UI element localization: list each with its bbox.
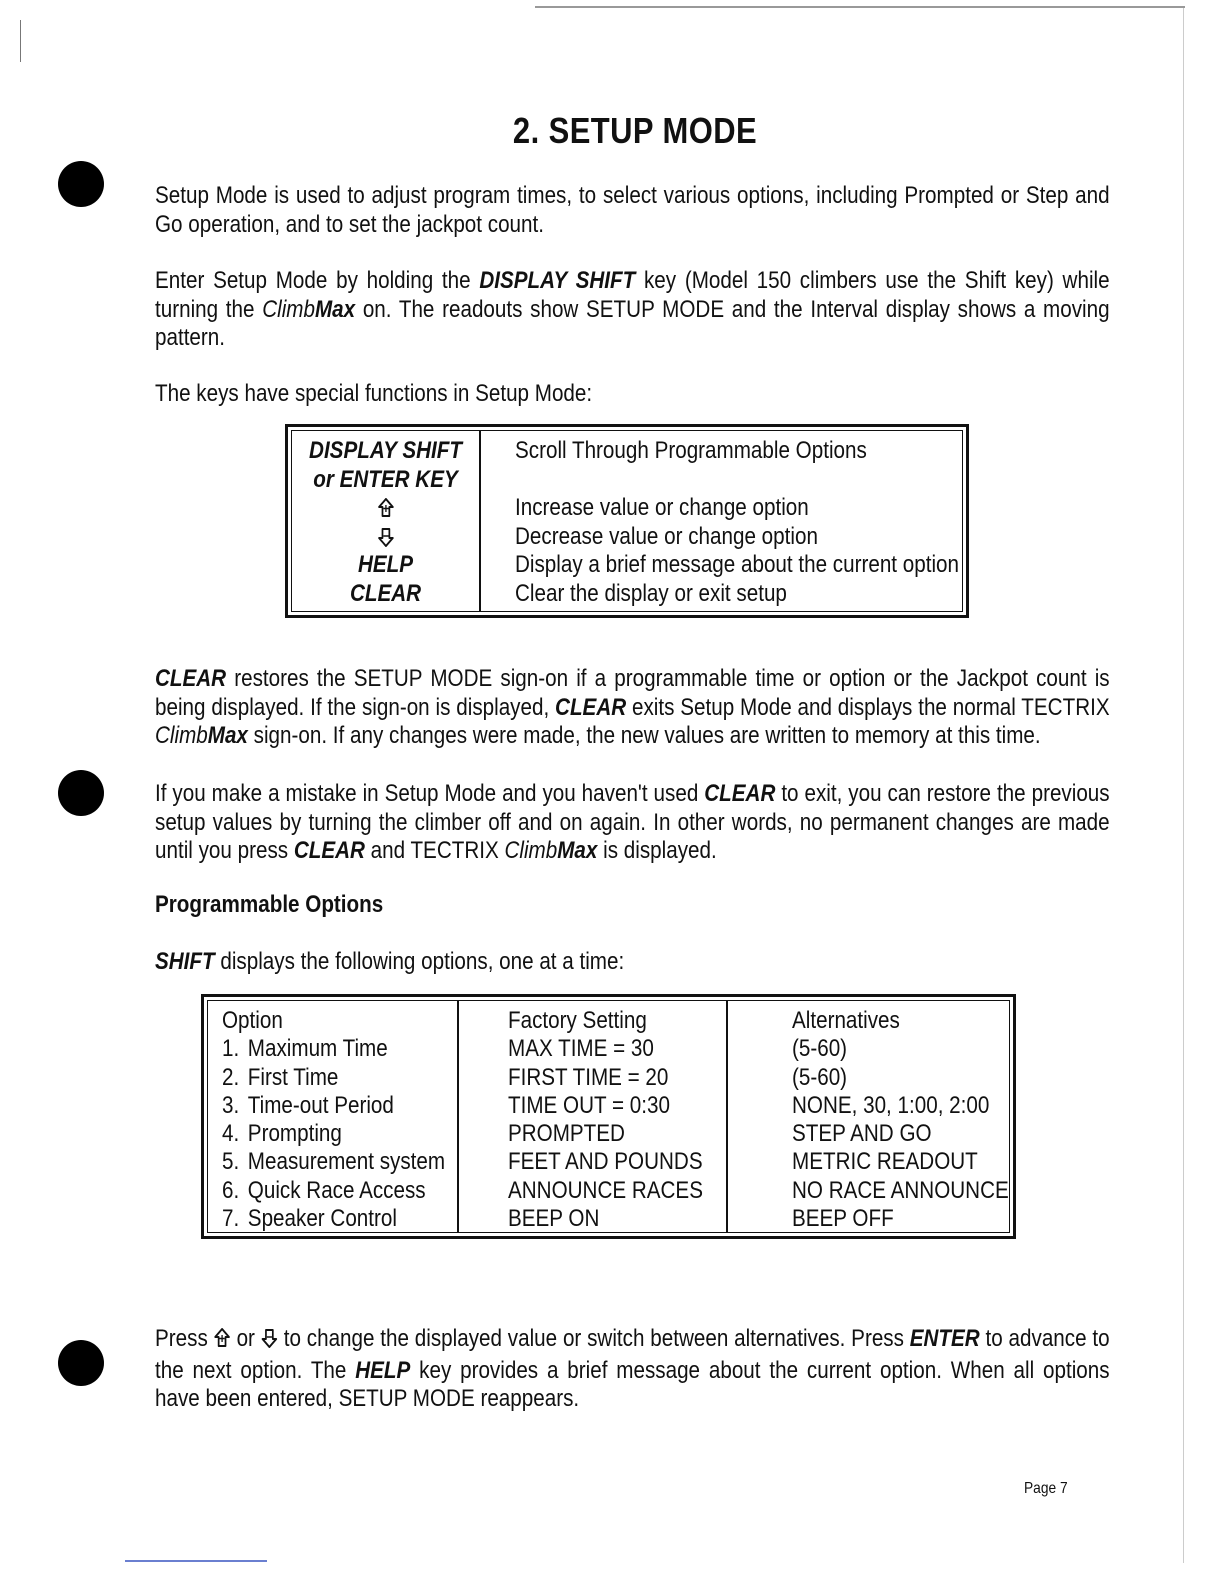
binder-hole-middle bbox=[58, 770, 104, 816]
scan-edge-right bbox=[1183, 8, 1184, 1563]
key-help: HELP bbox=[357, 551, 414, 578]
factory-setting-value: FEET AND POUNDS bbox=[508, 1148, 703, 1176]
option-number: 5. bbox=[222, 1148, 240, 1176]
factory-setting-value: PROMPTED bbox=[508, 1120, 625, 1148]
option-number: 1. bbox=[222, 1035, 240, 1063]
option-number: 2. bbox=[222, 1063, 240, 1091]
factory-setting-value: TIME OUT = 0:30 bbox=[508, 1091, 670, 1119]
alternative-value: BEEP OFF bbox=[792, 1205, 894, 1233]
page-number: Page 7 bbox=[1024, 1480, 1068, 1497]
keys-column bbox=[292, 437, 479, 608]
option-name: Time-out Period bbox=[247, 1091, 394, 1119]
option-name: Measurement system bbox=[247, 1148, 446, 1176]
key-or-enter: or ENTER KEY bbox=[313, 465, 458, 493]
display-shift-key-ref: DISPLAY SHIFT bbox=[479, 267, 636, 294]
alternative-value: NO RACE ANNOUNCE bbox=[792, 1176, 1009, 1204]
option-number: 7. bbox=[222, 1205, 240, 1233]
scan-edge-bottom bbox=[125, 1560, 267, 1562]
desc-clear: Clear the display or exit setup bbox=[515, 579, 787, 607]
factory-setting-value: BEEP ON bbox=[508, 1205, 600, 1233]
desc-increase: Increase value or change option bbox=[515, 494, 809, 521]
option-row bbox=[222, 1035, 445, 1063]
page-title: 2. SETUP MODE bbox=[512, 110, 758, 151]
binder-hole-top bbox=[58, 161, 104, 207]
option-number: 6. bbox=[222, 1176, 240, 1204]
option-column bbox=[222, 1007, 445, 1233]
option-name: First Time bbox=[247, 1063, 339, 1091]
factory-setting-value: MAX TIME = 30 bbox=[508, 1035, 654, 1063]
header-option: Option bbox=[222, 1007, 283, 1034]
options-heading: Programmable Options bbox=[155, 891, 384, 918]
option-name: Quick Race Access bbox=[247, 1176, 426, 1204]
alternative-value: NONE, 30, 1:00, 2:00 bbox=[792, 1091, 990, 1119]
up-arrow-key-icon bbox=[214, 1327, 231, 1357]
option-name: Prompting bbox=[247, 1120, 342, 1148]
option-number: 4. bbox=[222, 1120, 240, 1148]
alternative-value: METRIC READOUT bbox=[792, 1148, 978, 1176]
option-row bbox=[222, 1092, 445, 1120]
factory-setting-column bbox=[508, 1007, 703, 1233]
alternative-value: (5-60) bbox=[792, 1035, 848, 1063]
option-row bbox=[222, 1148, 445, 1176]
header-factory-setting: Factory Setting bbox=[508, 1007, 647, 1034]
option-name: Maximum Time bbox=[247, 1035, 388, 1063]
alternatives-column bbox=[792, 1007, 1009, 1233]
desc-help: Display a brief message about the current option bbox=[515, 551, 960, 578]
keys-table bbox=[285, 424, 969, 618]
intro-paragraph: Setup Mode is used to adjust program times, to select various options, including Prompted or Step and Go operation, and to set the jackpot count. bbox=[155, 182, 1110, 238]
binder-hole-bottom bbox=[58, 1340, 104, 1386]
alternative-value: STEP AND GO bbox=[792, 1120, 932, 1148]
enter-setup-paragraph: Enter Setup Mode by holding the DISPLAY SHIFT key (Model 150 climbers use the Shift key) while turning the ClimbMax on. The readouts show SETUP MODE and the Interval display shows a moving pattern. bbox=[155, 267, 1110, 351]
key-clear: CLEAR bbox=[349, 579, 422, 607]
option-row bbox=[222, 1064, 445, 1092]
mistake-paragraph: If you make a mistake in Setup Mode and you haven't used CLEAR to exit, you can restore the previous setup values by turning the climber off and on again. In other words, no permanent changes are made until you press CLEAR and TECTRIX ClimbMax is displayed. bbox=[155, 780, 1110, 864]
factory-setting-value: FIRST TIME = 20 bbox=[508, 1063, 669, 1091]
shift-paragraph: SHIFT displays the following options, one at a time: bbox=[155, 948, 625, 975]
descriptions-column bbox=[515, 437, 959, 608]
keys-intro-paragraph: The keys have special functions in Setup Mode: bbox=[155, 380, 593, 407]
factory-setting-value: ANNOUNCE RACES bbox=[508, 1176, 703, 1204]
option-row bbox=[222, 1120, 445, 1148]
option-row bbox=[222, 1177, 445, 1205]
key-display-shift: DISPLAY SHIFT bbox=[309, 437, 462, 464]
scan-edge-top bbox=[535, 6, 1185, 8]
press-paragraph: Press or to change the displayed value or switch between alternatives. Press ENTER to advance to the next option. The HELP key provides a brief message about the current option. When all options have been entered, SETUP MODE reappears. bbox=[155, 1325, 1110, 1412]
desc-decrease: Decrease value or change option bbox=[515, 522, 818, 550]
clear-paragraph: CLEAR restores the SETUP MODE sign-on if a programmable time or option or the Jackpot count is being displayed. If the sign-on is displayed, CLEAR exits Setup Mode and displays the normal TECTRIX ClimbMax sign-on. If any changes were made, the new values are written to memory at this time. bbox=[155, 665, 1110, 749]
down-arrow-key-icon bbox=[305, 523, 466, 552]
header-alternatives: Alternatives bbox=[792, 1007, 900, 1034]
up-arrow-key-icon bbox=[305, 494, 466, 523]
options-table bbox=[201, 994, 1016, 1239]
alternative-value: (5-60) bbox=[792, 1063, 848, 1091]
scan-mark-left bbox=[20, 20, 21, 62]
option-number: 3. bbox=[222, 1091, 240, 1119]
desc-scroll: Scroll Through Programmable Options bbox=[515, 437, 867, 464]
down-arrow-key-icon bbox=[261, 1327, 278, 1357]
option-name: Speaker Control bbox=[247, 1205, 397, 1233]
option-row bbox=[222, 1205, 445, 1233]
